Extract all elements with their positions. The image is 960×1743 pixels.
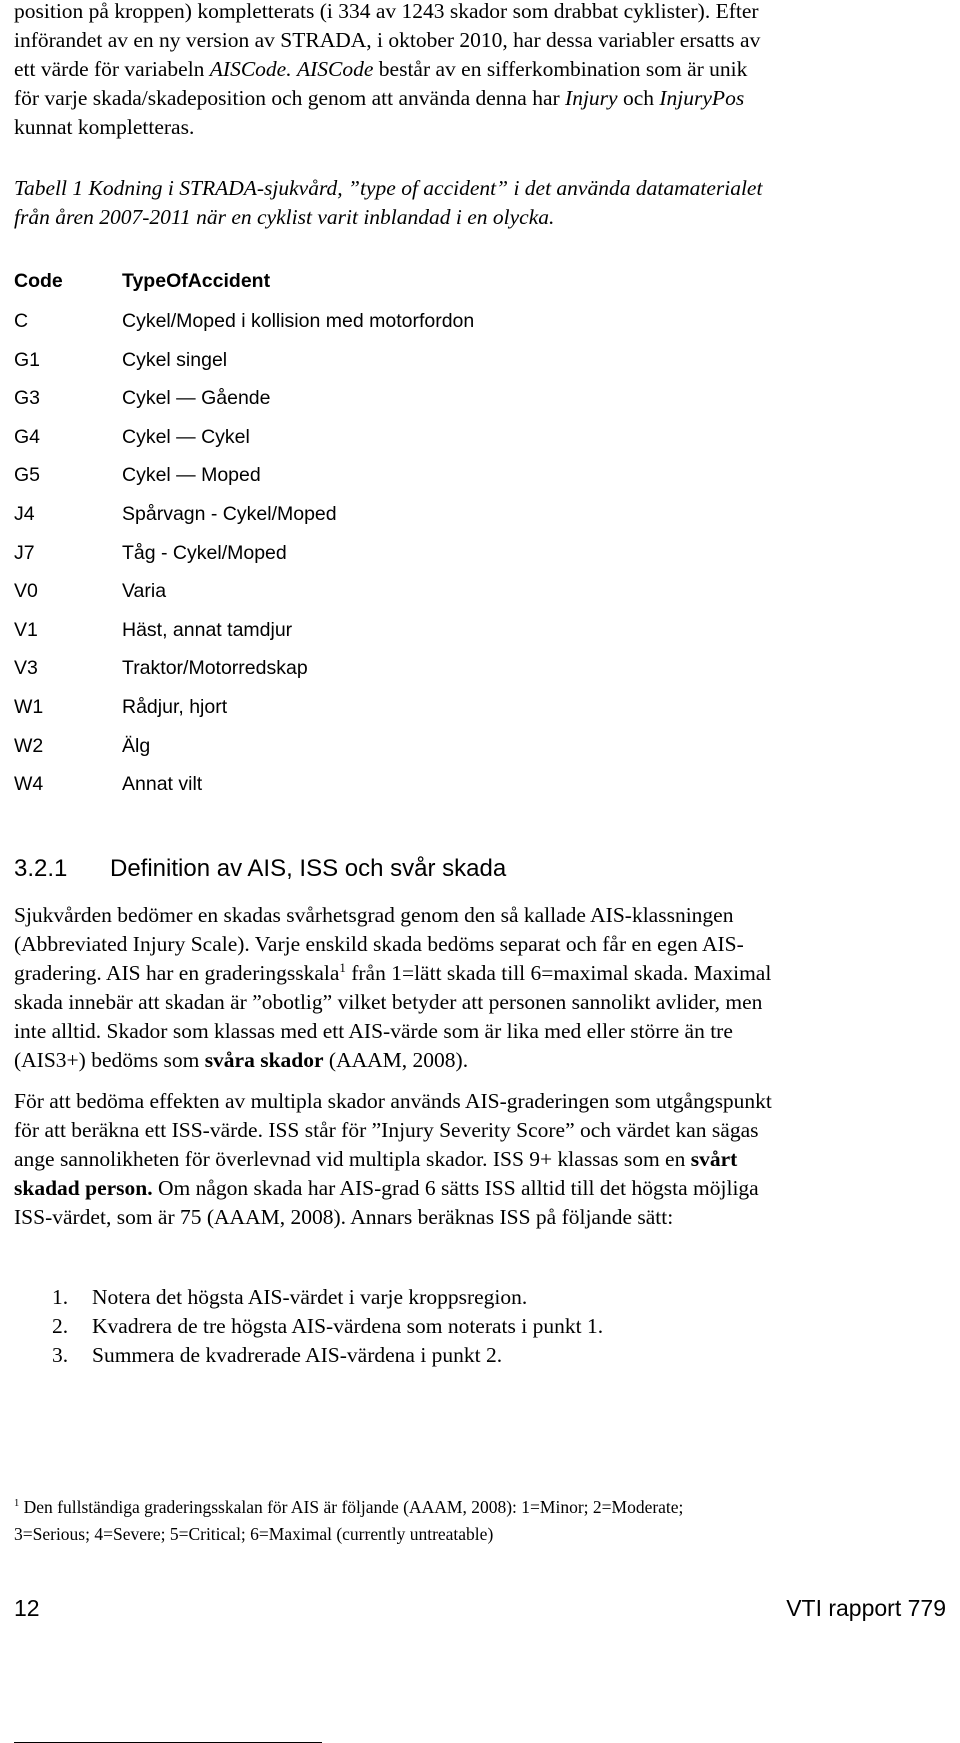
list-text: Kvadrera de tre högsta AIS-värdena som noterats i punkt 1. bbox=[92, 1314, 604, 1338]
ais-paragraph: Sjukvården bedömer en skadas svårhetsgrad genom den så kallade AIS-klassningen (Abbreviated Injury Scale). Varje enskild skada bedöms separat och får en egen AIS- gradering. AIS har en graderingsskala$^1$ från 1=lätt skada till 6=maximal skada. Maximal skada innebär att skadan är ”obotlig” vilket betyder att personen sannolikt avlider, men inte alltid. Skador som klassas med ett AIS-värde som är lika med eller större än tre (AIS3+) bedöms som svåra skador (AAAM, 2008). bbox=[14, 903, 772, 1072]
table-cell-type: Cykel singel bbox=[122, 348, 228, 371]
iss-paragraph: För att bedöma effekten av multipla skador används AIS-graderingen som utgångspunkt för att beräkna ett ISS-värde. ISS står för ”Injury Severity Score” och värdet kan sägas ange sannolikheten för överlevnad vid multipla skador. ISS 9+ klassas som en svårt skadad person. Om någon skada har AIS-grad 6 sätts ISS alltid till det högsta möjliga ISS-värdet, som är 75 (AAAM, 2008). Annars beräknas ISS på följande sätt: bbox=[14, 1089, 772, 1229]
footnote: $^1$ Den fullständiga graderingsskalan för AIS är följande (AAAM, 2008): 1=Minor; 2=Moderate; 3=Serious; 4=Severe; 5=Critical; 6=Maximal (currently untreatable) bbox=[14, 1497, 684, 1544]
table-cell-type: Traktor/Motorredskap bbox=[122, 657, 308, 680]
table-cell-code: W2 bbox=[14, 734, 44, 757]
list-text: Notera det högsta AIS-värdet i varje kroppsregion. bbox=[92, 1285, 528, 1309]
intro-line: position på kroppen) kompletterats (i 334 av 1243 skador som drabbat cyklister). Efter bbox=[14, 0, 759, 23]
table-cell-code: W4 bbox=[14, 773, 44, 796]
table-header-type: TypeOfAccident bbox=[122, 270, 271, 292]
section-number: 3.2.1 bbox=[14, 855, 68, 882]
table-caption: Tabell 1 Kodning i STRADA-sjukvård, ”type of accident” i det använda datamaterialet från åren 2007-2011 när en cyklist varit inblandad i en olycka. bbox=[14, 176, 763, 229]
table-cell-code: V3 bbox=[14, 657, 38, 680]
table-cell-type: Cykel — Moped bbox=[122, 464, 261, 487]
list-number: 1. bbox=[52, 1285, 69, 1309]
table-cell-code: J4 bbox=[14, 503, 35, 525]
table-cell-code: J7 bbox=[14, 541, 35, 564]
table-cell-type: Cykel/Moped i kollision med motorfordon bbox=[122, 310, 475, 332]
footnote-ref: 1 bbox=[339, 960, 346, 975]
table-cell-type: Häst, annat tamdjur bbox=[122, 618, 293, 641]
list-number: 3. bbox=[52, 1343, 69, 1367]
table-cell-code: G4 bbox=[14, 425, 41, 448]
table-cell-code: C bbox=[14, 310, 29, 332]
table-cell-type: Spårvagn - Cykel/Moped bbox=[122, 503, 337, 525]
table-header-code: Code bbox=[14, 270, 63, 292]
table-cell-code: G1 bbox=[14, 348, 41, 371]
table-cell-type: Rådjur, hjort bbox=[122, 696, 228, 718]
list-item bbox=[52, 1283, 912, 1312]
table-cell-code: W1 bbox=[14, 696, 44, 718]
intro-line: införandet av en ny version av STRADA, i oktober 2010, har dessa variabler ersatts av bbox=[14, 28, 761, 52]
table-cell-type: Varia bbox=[122, 580, 167, 603]
intro-line: för varje skada/skadeposition och genom att använda denna har Injury och InjuryPos bbox=[14, 86, 745, 110]
table-cell-code: V0 bbox=[14, 580, 38, 603]
table-cell-type: Älg bbox=[122, 734, 151, 757]
list-item bbox=[52, 1341, 912, 1370]
footnote-mark: 1 bbox=[14, 1498, 20, 1510]
intro-paragraph bbox=[14, 0, 946, 142]
report-id: VTI rapport 779 bbox=[786, 1595, 946, 1621]
table-cell-code: G3 bbox=[14, 387, 41, 410]
list-text: Summera de kvadrerade AIS-värdena i punkt 2. bbox=[92, 1343, 503, 1367]
table-cell-type: Tåg - Cykel/Moped bbox=[122, 541, 287, 564]
iss-steps-list bbox=[52, 1283, 912, 1370]
intro-line: ett värde för variabeln AISCode. AISCode består av en sifferkombination som är unik bbox=[14, 57, 748, 81]
page-number: 12 bbox=[14, 1595, 40, 1621]
table-cell-type: Cykel — Cykel bbox=[122, 425, 250, 448]
list-item bbox=[52, 1312, 912, 1341]
table-cell-type: Annat vilt bbox=[122, 773, 203, 796]
table-cell-code: G5 bbox=[14, 464, 41, 487]
table-cell-code: V1 bbox=[14, 618, 38, 641]
section-heading bbox=[14, 854, 506, 884]
intro-line: kunnat kompletteras. bbox=[14, 115, 195, 139]
list-number: 2. bbox=[52, 1314, 69, 1338]
table-cell-type: Cykel — Gående bbox=[122, 387, 271, 410]
section-title: Definition av AIS, ISS och svår skada bbox=[110, 855, 507, 882]
